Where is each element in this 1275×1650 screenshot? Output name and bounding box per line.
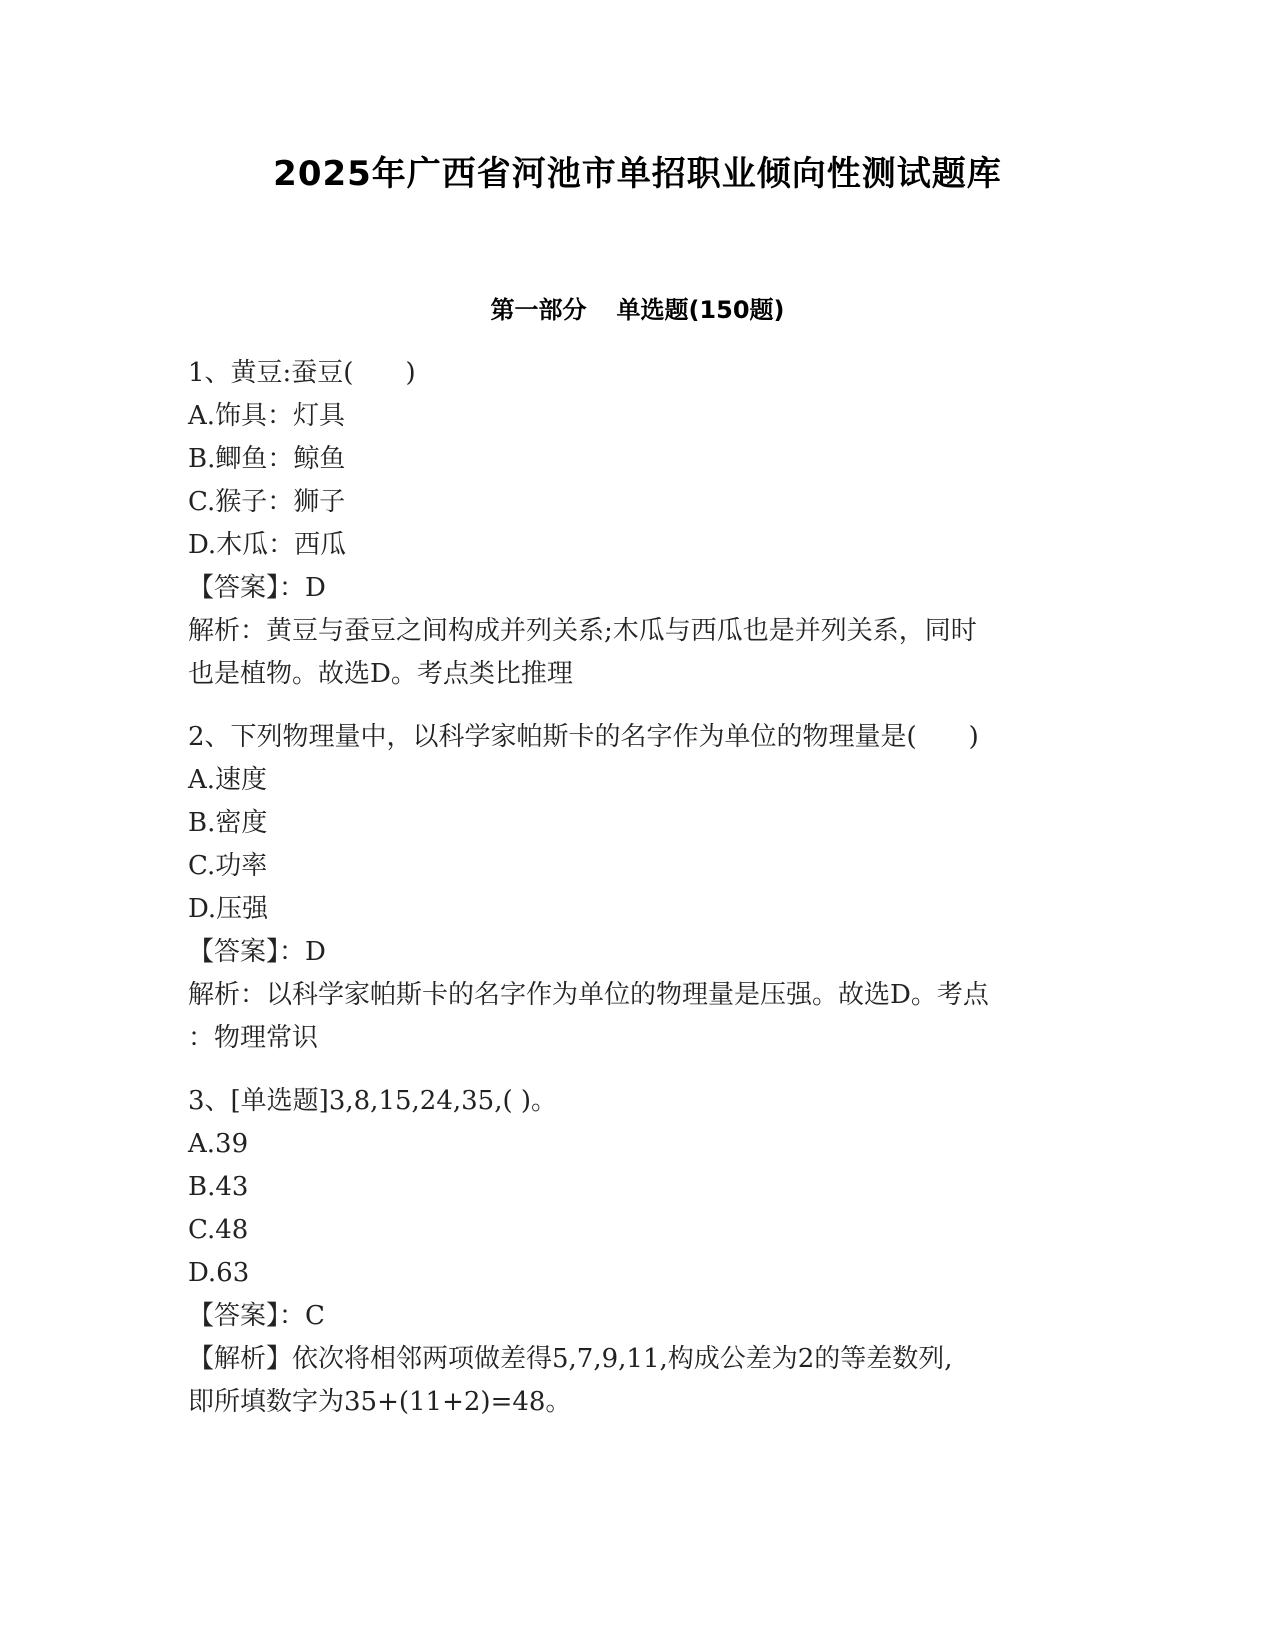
question-stem: 2、下列物理量中，以科学家帕斯卡的名字作为单位的物理量是( ) xyxy=(188,722,979,752)
option-a: A.速度 xyxy=(188,765,268,795)
option-c: C.48 xyxy=(188,1215,249,1245)
question-list xyxy=(188,352,1088,1424)
answer: 【答案】：D xyxy=(188,937,326,967)
analysis-line: 即所填数字为35+(11+2)=48。 xyxy=(188,1387,572,1417)
question-block xyxy=(188,1080,1088,1424)
option-a: A.饰具：灯具 xyxy=(188,401,346,431)
analysis-line: 也是植物。故选D。考点类比推理 xyxy=(188,659,573,689)
question-block xyxy=(188,352,1088,696)
analysis-line: ：物理常识 xyxy=(188,1023,319,1053)
section-heading xyxy=(0,290,1275,325)
option-b: B.鲫鱼：鲸鱼 xyxy=(188,444,346,474)
option-c: C.功率 xyxy=(188,851,268,881)
option-d: D.木瓜：西瓜 xyxy=(188,530,347,560)
option-c: C.猴子：狮子 xyxy=(188,487,346,517)
document-title: 2025年广西省河池市单招职业倾向性测试题库 xyxy=(273,154,1002,194)
option-d: D.压强 xyxy=(188,894,269,924)
option-d: D.63 xyxy=(188,1258,250,1288)
section-part: 第一部分 xyxy=(490,296,587,324)
option-a: A.39 xyxy=(188,1129,249,1159)
question-block xyxy=(188,716,1088,1060)
analysis-line: 解析：黄豆与蚕豆之间构成并列关系;木瓜与西瓜也是并列关系，同时 xyxy=(188,616,977,646)
answer: 【答案】：D xyxy=(188,573,326,603)
option-b: B.密度 xyxy=(188,808,268,838)
analysis-line: 【解析】依次将相邻两项做差得5,7,9,11,构成公差为2的等差数列, xyxy=(188,1344,953,1374)
analysis-line: 解析：以科学家帕斯卡的名字作为单位的物理量是压强。故选D。考点 xyxy=(188,980,989,1010)
question-stem: 3、[单选题]3,8,15,24,35,( )。 xyxy=(188,1086,558,1116)
option-b: B.43 xyxy=(188,1172,249,1202)
answer: 【答案】：C xyxy=(188,1301,325,1331)
section-name: 单选题(150题) xyxy=(616,296,785,324)
question-stem: 1、黄豆:蚕豆( ) xyxy=(188,358,416,388)
